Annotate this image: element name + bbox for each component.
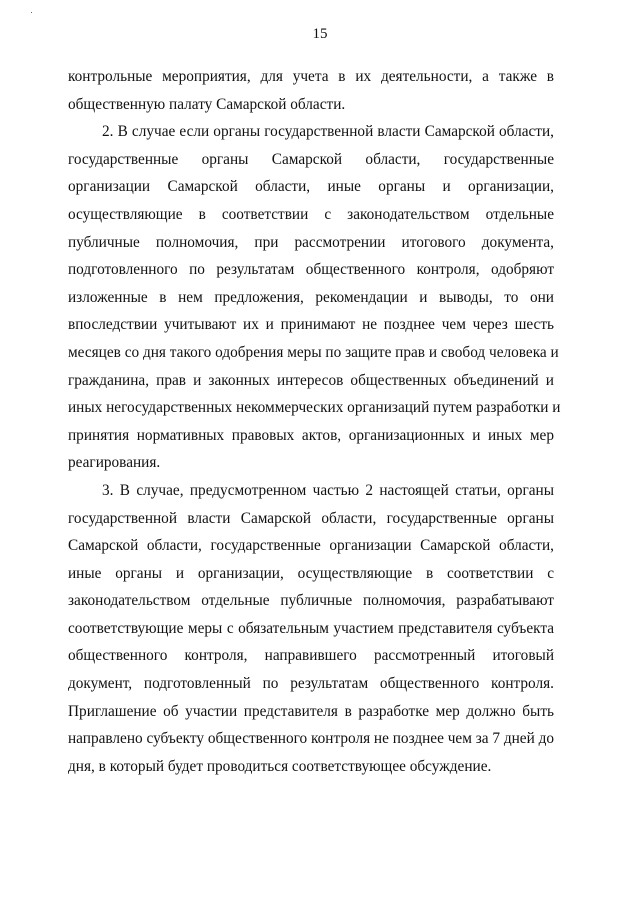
text-line: общественную палату Самарской области.	[68, 95, 346, 113]
text-line: документ, подготовленный по результатам общественного контроля.	[68, 675, 554, 693]
text-line: 2. В случае если органы государственной власти Самарской области,	[102, 123, 554, 141]
text-line: осуществляющие в соответствии с законодательством отдельные	[68, 205, 554, 223]
text-line: публичные полномочия, при рассмотрении итогового документа,	[68, 233, 554, 251]
text-line: реагирования.	[68, 454, 161, 472]
text-line: Приглашение об участии представителя в разработке мер должно быть	[68, 702, 554, 720]
text-line: иных негосударственных некоммерческих организаций путем разработки и	[68, 399, 561, 417]
text-line: дня, в который будет проводиться соответствующее обсуждение.	[68, 757, 492, 775]
text-line: изложенные в нем предложения, рекомендации и выводы, то они	[68, 288, 554, 306]
document-body	[68, 63, 561, 780]
text-line: 3. В случае, предусмотренном частью 2 настоящей статьи, органы	[102, 481, 554, 499]
text-line: контрольные мероприятия, для учета в их деятельности, а также в	[68, 68, 554, 85]
text-line: государственной власти Самарской области, государственные органы	[68, 509, 554, 527]
text-line: впоследствии учитывают их и принимают не позднее чем через шесть	[68, 316, 554, 334]
scan-speck	[31, 12, 32, 13]
text-line: месяцев со дня такого одобрения меры по защите прав и свобод человека и	[68, 343, 559, 361]
text-line: соответствующие меры с обязательным участием представителя субъекта	[68, 619, 554, 637]
text-line: законодательством отдельные публичные полномочия, разрабатывают	[68, 592, 554, 610]
text-line: организации Самарской области, иные органы и организации,	[68, 178, 554, 196]
text-line: принятия нормативных правовых актов, организационных и иных мер	[68, 426, 554, 444]
page-number: 15	[312, 26, 328, 42]
text-line: подготовленного по результатам общественного контроля, одобряют	[68, 261, 554, 279]
text-line: государственные органы Самарской области, государственные	[68, 150, 554, 168]
text-line: гражданина, прав и законных интересов общественных объединений и	[68, 371, 554, 389]
text-line: иные органы и организации, осуществляющие в соответствии с	[68, 564, 554, 582]
text-line: общественного контроля, направившего рассмотренный итоговый	[68, 647, 554, 665]
text-line: Самарской области, государственные организации Самарской области,	[68, 537, 554, 555]
text-line: направлено субъекту общественного контроля не позднее чем за 7 дней до	[68, 730, 555, 748]
